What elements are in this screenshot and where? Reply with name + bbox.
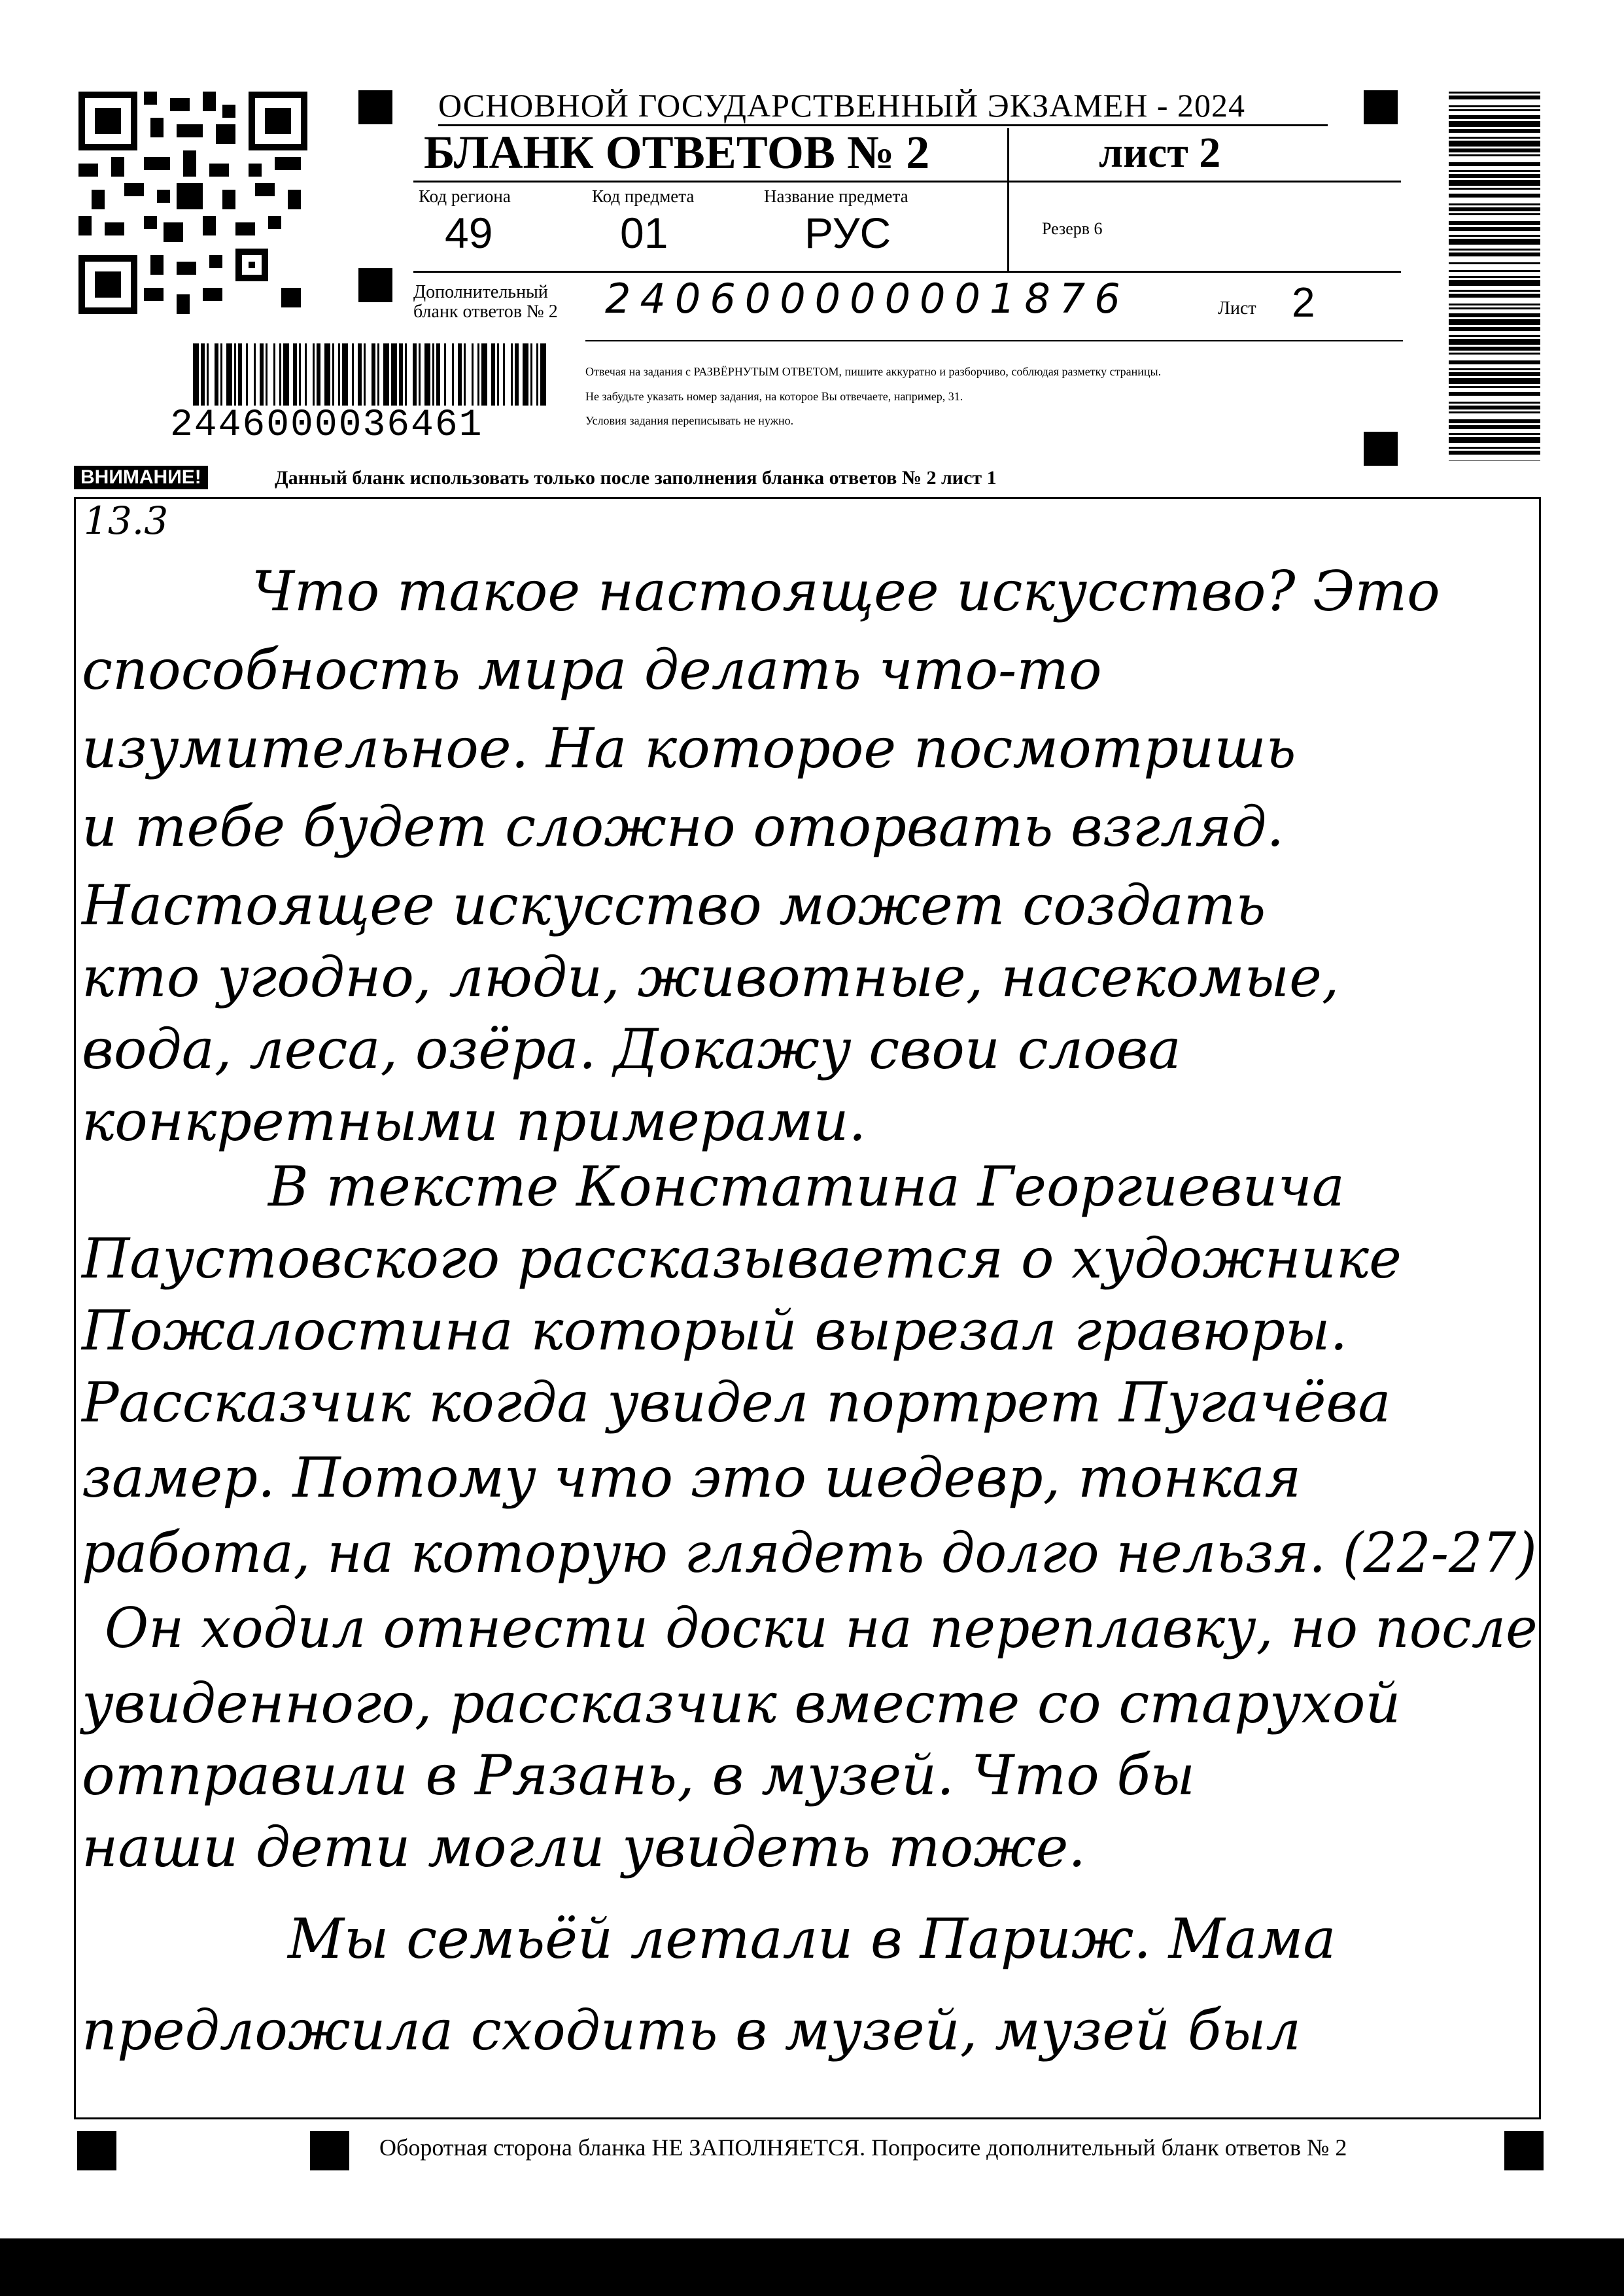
barcode-number: 2446000036461 xyxy=(170,404,483,447)
subject-code-label: Код предмета xyxy=(592,186,695,206)
warning-badge: ВНИМАНИЕ! xyxy=(74,466,208,489)
barcode-bar xyxy=(1449,170,1540,172)
barcode-bar xyxy=(383,343,389,406)
barcode-bar xyxy=(342,343,348,406)
task-number: 13.3 xyxy=(84,498,169,543)
additional-form-number: 240600000001876 xyxy=(605,275,1130,322)
barcode-bar xyxy=(283,343,289,406)
barcode-bar xyxy=(1449,270,1540,272)
barcode-bar xyxy=(503,343,505,406)
barcode-bar xyxy=(424,343,430,406)
alignment-marker xyxy=(358,90,392,124)
barcode-bar xyxy=(1449,207,1540,211)
barcode-bar xyxy=(1449,339,1540,345)
barcode-bar xyxy=(1449,249,1540,251)
barcode-bar xyxy=(1449,451,1540,455)
form-title: БЛАНК ОТВЕТОВ № 2 xyxy=(424,126,930,179)
barcode-bar xyxy=(201,343,205,406)
barcode-bar xyxy=(511,343,513,406)
barcode-bar xyxy=(1449,105,1540,107)
barcode-bar xyxy=(530,343,532,406)
header-divider xyxy=(585,340,1403,341)
barcode-bar xyxy=(215,343,218,406)
footer-note: Оборотная сторона бланка НЕ ЗАПОЛНЯЕТСЯ. Попросите дополнительный бланк ответов № 2 xyxy=(379,2134,1347,2161)
barcode-bar xyxy=(1449,121,1540,127)
answer-line: отправили в Рязань, в музей. Что бы xyxy=(82,1743,1196,1807)
sheet-number-value: 2 xyxy=(1292,279,1315,326)
barcode-bar xyxy=(1449,327,1540,331)
alignment-marker xyxy=(310,2131,349,2170)
barcode-bar xyxy=(1449,174,1540,178)
barcode-bar xyxy=(299,343,301,406)
barcode-bar xyxy=(458,343,462,406)
barcode-bar xyxy=(1449,280,1540,286)
sheet-number-label: Лист xyxy=(1218,298,1256,319)
barcode-bar xyxy=(472,343,474,406)
answer-line: наши дети могли увидеть тоже. xyxy=(82,1815,1086,1879)
qr-code xyxy=(78,92,307,314)
barcode-bar xyxy=(1449,368,1540,370)
header-divider xyxy=(413,271,1401,273)
barcode-bar xyxy=(1449,406,1540,409)
barcode-bar xyxy=(220,343,222,406)
barcode-bar xyxy=(477,343,479,406)
barcode-bar xyxy=(260,343,264,406)
barcode-bar xyxy=(1449,411,1540,413)
barcode-bar xyxy=(1449,378,1540,384)
answer-line: Паустовского рассказывается о художнике xyxy=(82,1226,1402,1291)
barcode-bar xyxy=(324,343,330,406)
barcode-bar xyxy=(1449,437,1540,443)
additional-form-label: Дополнительный бланк ответов № 2 xyxy=(413,282,558,322)
barcode-bar xyxy=(1449,290,1540,292)
answer-line: Пожалостина который вырезал гравюры. xyxy=(82,1298,1348,1363)
barcode-bar xyxy=(444,343,446,406)
barcode-vertical xyxy=(1449,92,1540,461)
answer-line: увиденного, рассказчик вместе со старухой xyxy=(82,1671,1401,1735)
barcode-bar xyxy=(193,343,199,406)
alignment-marker xyxy=(1364,432,1398,466)
barcode-bar xyxy=(234,343,236,406)
barcode-bar xyxy=(1449,262,1540,264)
barcode-bar xyxy=(1449,392,1540,396)
barcode-bar xyxy=(1449,252,1540,256)
barcode-bar xyxy=(405,343,407,406)
barcode-bar xyxy=(1449,335,1540,337)
instruction-line: Условия задания переписывать не нужно. xyxy=(585,414,794,427)
barcode-bar xyxy=(540,343,546,406)
answer-line: кто угодно, люди, животные, насекомые, xyxy=(82,945,1339,1009)
barcode-bar xyxy=(273,343,275,406)
barcode-bar xyxy=(1449,115,1540,119)
barcode-bar xyxy=(313,343,315,406)
instruction-line: Не забудьте указать номер задания, на которое Вы отвечаете, например, 31. xyxy=(585,390,963,403)
barcode-bar xyxy=(491,343,495,406)
header-divider xyxy=(413,181,1401,183)
instruction-line: Отвечая на задания с РАЗВЁРНУТЫМ ОТВЕТОМ, пишите аккуратно и разборчиво, соблюдая разметку страницы. xyxy=(585,365,1162,378)
barcode-bar xyxy=(1449,372,1540,376)
answer-line: Мы семьёй летали в Париж. Мама xyxy=(288,1907,1336,1971)
sheet-title: лист 2 xyxy=(1099,129,1221,177)
barcode-bar xyxy=(436,343,440,406)
region-label: Код региона xyxy=(419,186,511,206)
barcode-bar xyxy=(413,343,417,406)
barcode-bar xyxy=(1449,154,1540,156)
barcode-bar xyxy=(515,343,519,406)
subject-name-label: Название предмета xyxy=(764,186,908,206)
answer-line: замер. Потому что это шедевр, тонкая xyxy=(82,1446,1302,1510)
answer-line: предложила сходить в музей, музей был xyxy=(82,1998,1301,2062)
barcode-bar xyxy=(1449,386,1540,388)
barcode-bar xyxy=(1449,162,1540,166)
barcode-bar xyxy=(1449,447,1540,449)
barcode-bar xyxy=(305,343,307,406)
barcode-bar xyxy=(432,343,434,406)
barcode-bar xyxy=(279,343,281,406)
barcode-bar xyxy=(464,343,466,406)
barcode-bar xyxy=(1449,347,1540,351)
barcode-bar xyxy=(358,343,362,406)
subject-code-value: 01 xyxy=(620,209,668,257)
barcode-bar xyxy=(1449,96,1540,99)
barcode-bar xyxy=(1449,235,1540,237)
answer-line: Настоящее искусство может создать xyxy=(82,873,1266,937)
reserve-label: Резерв 6 xyxy=(1042,219,1103,238)
barcode-bar xyxy=(481,343,487,406)
answer-line: Рассказчик когда увидел портрет Пугачёва xyxy=(82,1370,1391,1435)
barcode-bar xyxy=(497,343,499,406)
barcode-bar xyxy=(1449,180,1540,186)
barcode-bar xyxy=(266,343,268,406)
barcode-bar xyxy=(1449,109,1540,111)
barcode-bar xyxy=(399,343,403,406)
barcode-bar xyxy=(293,343,297,406)
alignment-marker xyxy=(1364,90,1398,124)
barcode-bar xyxy=(1449,353,1540,355)
barcode-bar xyxy=(1449,402,1540,404)
barcode-bar xyxy=(1449,227,1540,231)
answer-line: вода, леса, озёра. Докажу свои слова xyxy=(82,1017,1181,1081)
alignment-marker xyxy=(358,268,392,302)
barcode-bar xyxy=(1449,188,1540,190)
barcode-bar xyxy=(1449,433,1540,435)
barcode-bar xyxy=(246,343,248,406)
barcode-bar xyxy=(1449,141,1540,147)
barcode-bar xyxy=(1449,92,1540,94)
barcode-bar xyxy=(338,343,340,406)
barcode-bar xyxy=(1449,213,1540,215)
barcode-bar xyxy=(254,343,256,406)
barcode-bar xyxy=(371,343,375,406)
exam-title: ОСНОВНОЙ ГОСУДАРСТВЕННЫЙ ЭКЗАМЕН - 2024 xyxy=(438,86,1328,126)
region-value: 49 xyxy=(445,209,493,257)
barcode-bar xyxy=(352,343,354,406)
barcode-bar xyxy=(1449,148,1540,152)
barcode-bar xyxy=(536,343,538,406)
barcode-bar xyxy=(1449,419,1540,423)
answer-line: и тебе будет сложно оторвать взгляд. xyxy=(82,795,1285,859)
barcode-bar xyxy=(1449,239,1540,245)
barcode-bar xyxy=(364,343,366,406)
answer-line: Что такое настоящее искусство? Это xyxy=(252,559,1440,623)
barcode-bar xyxy=(317,343,320,406)
barcode-bar xyxy=(452,343,454,406)
alignment-marker xyxy=(1504,2131,1544,2170)
barcode-bar xyxy=(226,343,232,406)
barcode-bar xyxy=(1449,307,1540,309)
barcode-bar xyxy=(377,343,379,406)
barcode-bar xyxy=(391,343,397,406)
barcode-bar xyxy=(1449,360,1540,364)
subject-name-value: РУС xyxy=(804,209,891,257)
answer-line: работа, на которую глядеть долго нельзя. (22-27) xyxy=(82,1521,1537,1585)
barcode-bar xyxy=(1449,221,1540,225)
barcode-bar xyxy=(1449,294,1540,298)
barcode-bar xyxy=(1449,425,1540,429)
barcode-bar xyxy=(1449,137,1540,139)
barcode-bar xyxy=(1449,203,1540,205)
barcode-bar xyxy=(1449,319,1540,325)
scan-border xyxy=(0,2238,1624,2296)
answer-line: В тексте Констатина Георгиевича xyxy=(268,1155,1345,1219)
barcode-bar xyxy=(238,343,242,406)
barcode-bar xyxy=(419,343,421,406)
barcode-bar xyxy=(523,343,528,406)
barcode-bar xyxy=(1449,194,1540,198)
barcode-bar xyxy=(1449,276,1540,278)
answer-line: изумительное. На которое посмотришь xyxy=(82,716,1296,780)
barcode-bar xyxy=(1449,313,1540,317)
answer-line: Он ходил отнести доски на переплавку, но после xyxy=(105,1596,1538,1660)
barcode-bar xyxy=(207,343,209,406)
barcode-bar xyxy=(332,343,334,406)
barcode-bar xyxy=(1449,129,1540,133)
barcode-bar xyxy=(1449,304,1540,305)
answer-line: способность мира делать что-то xyxy=(82,638,1102,702)
warning-text: Данный бланк использовать только после заполнения бланка ответов № 2 лист 1 xyxy=(275,467,997,489)
alignment-marker xyxy=(77,2131,116,2170)
answer-line: конкретными примерами. xyxy=(82,1089,867,1153)
header-divider xyxy=(1007,128,1009,271)
